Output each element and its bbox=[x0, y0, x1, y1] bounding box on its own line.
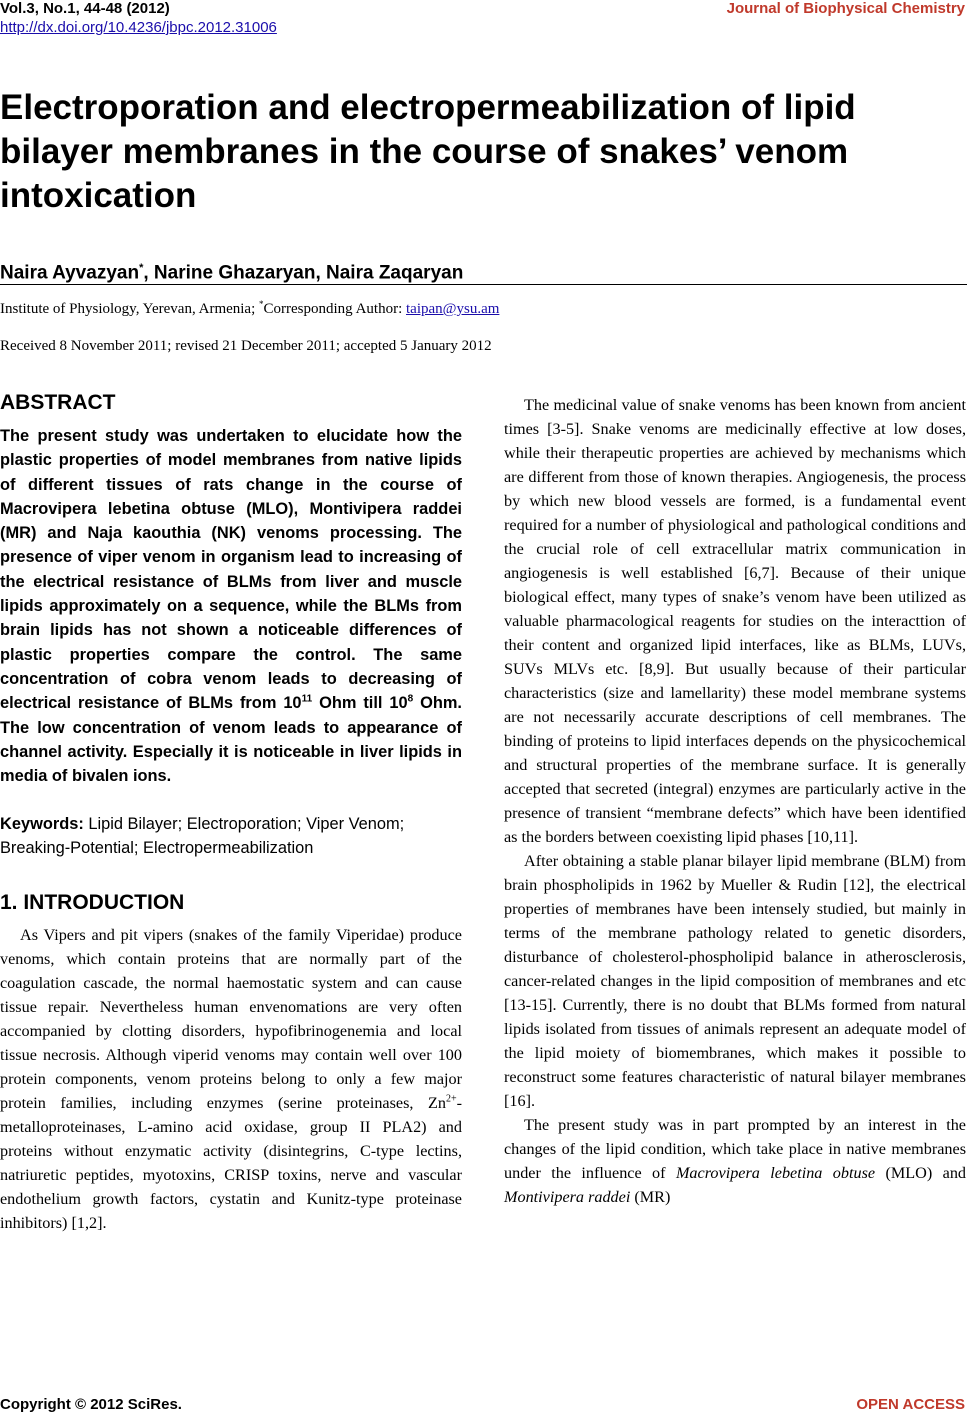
keywords-label: Keywords: bbox=[0, 815, 84, 834]
p1-text-part1: As Vipers and pit vipers (snakes of the family Viperidae) produce venoms, which contain proteins that are normally part of the coagulation cascade, the normal haemostatic system and can cause tissue repair. Nevertheless human envenomations are very often accompanied by clotting disorders, hypofibrinogenemia and local tissue necrosis. Although viperid venoms may contain well over 100 protein components, venom proteins belong to only a few major protein families, including enzymes (serine proteinases, Zn bbox=[0, 926, 462, 1113]
abstract-body bbox=[0, 424, 462, 788]
corresponding-label: Corresponding Author: bbox=[263, 301, 407, 317]
abstract-text-part2: Ohm till 10 bbox=[312, 694, 408, 713]
journal-name: Journal of Biophysical Chemistry bbox=[726, 0, 965, 17]
copyright-footer: Copyright © 2012 SciRes. bbox=[0, 1396, 182, 1413]
exponent-8: 8 bbox=[407, 693, 414, 705]
doi-link[interactable]: http://dx.doi.org/10.4236/jbpc.2012.31006 bbox=[0, 19, 277, 36]
corresponding-mark: * bbox=[139, 262, 144, 274]
keywords bbox=[0, 812, 462, 860]
open-access-footer: OPEN ACCESS bbox=[856, 1396, 965, 1413]
affiliation-text: Institute of Physiology, Yerevan, Armenia; bbox=[0, 301, 260, 317]
author-list bbox=[0, 256, 463, 285]
affiliation bbox=[0, 294, 499, 319]
intro-paragraph-3: After obtaining a stable planar bilayer lipid membrane (BLM) from brain phospholipids in 1962 by Mueller & Rudin [12], the electrical properties of membranes have been intensely studied, but mainly in terms of the membrane pathology related to genetic disorders, disturbance of cholesterol-phospholipid balance in atherosclerosis, cancer-related changes in the lipid composition of membranes and etc [13-15]. Currently, there is no doubt that BLMs formed from natural lipids isolated from tissues of animals represent an adequate model of the lipid moiety of biomembranes, which makes it possible to reconstruct some features characteristic of natural bilayer membranes [16]. bbox=[504, 852, 966, 1110]
affiliation-mark: * bbox=[259, 299, 264, 309]
journal-volume-info: Vol.3, No.1, 44-48 (2012) bbox=[0, 0, 170, 17]
email-link[interactable]: taipan@ysu.am bbox=[406, 301, 500, 317]
right-column bbox=[504, 393, 966, 1209]
abstract-text-part1: The present study was undertaken to elucidate how the plastic properties of model membranes from native lipids of different tissues of rats change in the course of Macrovipera lebetina obtuse (MLO), Montivipera raddei (MR) and Naja kaouthia (NK) venoms processing. The presence of viper venom in organism lead to increasing of the electrical resistance of BLMs from liver and muscle lipids approximately on a sequence, while the BLMs from brain lipids has not shown a noticeable differences of plastic properties compare the control. The same concentration of cobra venom leads to decreasing of electrical resistance of BLMs from 10 bbox=[0, 427, 462, 713]
abstract-text-part3: Ohm. The low concentration of venom leads to appearance of channel activity. Especially it is noticeable in liver lipids in media of bivalen ions. bbox=[0, 694, 462, 786]
p4-text-part2: (MLO) and bbox=[875, 1164, 967, 1182]
exponent-11: 11 bbox=[301, 693, 313, 705]
abstract-heading: ABSTRACT bbox=[0, 391, 116, 414]
left-column bbox=[0, 390, 462, 1235]
species-montivipera: Montivipera raddei bbox=[504, 1188, 631, 1206]
received-dates: Received 8 November 2011; revised 21 December 2011; accepted 5 January 2012 bbox=[0, 338, 492, 354]
zinc-superscript: 2+ bbox=[445, 1094, 457, 1106]
paper-title: Electroporation and electropermeabilization of lipid bilayer membranes in the course of snakes’ venom intoxication bbox=[0, 88, 856, 215]
author-rest: , Narine Ghazaryan, Naira Zaqaryan bbox=[143, 262, 464, 284]
introduction-heading: 1. INTRODUCTION bbox=[0, 891, 185, 915]
keywords-text: Lipid Bilayer; Electroporation; Viper Venom; Breaking-Potential; Electropermeabilization bbox=[0, 815, 405, 858]
intro-paragraph-4 bbox=[504, 1113, 966, 1209]
p4-text-part3: (MR) bbox=[630, 1188, 671, 1206]
intro-paragraph-1 bbox=[0, 923, 462, 1235]
species-macrovipera: Macrovipera lebetina obtuse bbox=[675, 1164, 876, 1182]
author-divider bbox=[0, 284, 967, 285]
intro-paragraph-2: The medicinal value of snake venoms has been known from ancient times [3-5]. Snake venoms are medicinally effective at low doses, while their therapeutic properties are achieved by mechanisms which are different from those of known therapies. Angiogenesis, the process by which new blood vessels are formed, is a fundamental event required for a number of physiological and pathological conditions and the crucial role of cell extracellular matrix communication in angiogenesis is well established [6,7]. Because of their unique biological effect, many types of snake’s venom have been utilized as valuable pharmacological reagents for studies on the interacttion of their content and organized lipid interfaces, like as BLMs, LUVs, SUVs MLVs etc. [8,9]. But usually because of their particular characteristics (size and lamellarity) these model membrane systems are not necessarily accurate descriptions of cell membranes. The binding of proteins to lipid interfaces depends on the physicochemical and structural properties of the membrane surface. It is generally accepted that secreted (integral) enzymes are particularly active in the presence of transient “membrane defects” which have been identified as the borders between coexisting lipid phases [10,11]. bbox=[504, 396, 966, 846]
p4-text-part1: The present study was in part prompted by an interest in the changes of the lipid condition, which take place in native membranes under the influence of bbox=[504, 1116, 966, 1182]
p1-text-part2: -metalloproteinases, L-amino acid oxidase, group II PLA2) and proteins without enzymatic activity (disintegrins, C-type lectins, natriuretic peptides, myotoxins, CRISP toxins, nerve and vascular endothelium growth factors, cystatin and Kunitz-type proteinase inhibitors) [1,2]. bbox=[0, 1094, 462, 1233]
author-first: Naira Ayvazyan bbox=[0, 262, 140, 284]
